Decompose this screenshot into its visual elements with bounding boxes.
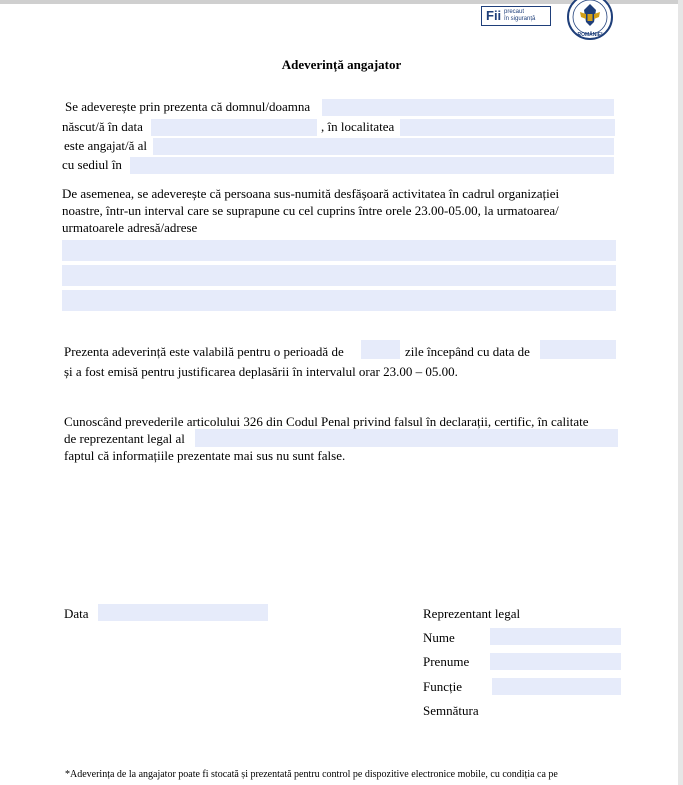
validity-label: Prezenta adeverință este valabilă pentru o perioadă de xyxy=(64,344,344,359)
start-date-label: zile începând cu data de xyxy=(405,344,530,359)
address-field-2[interactable] xyxy=(62,265,616,286)
name-label: Nume xyxy=(423,630,455,645)
activity-text-line2: noastre, într-un interval care se suprapune cu cel cuprins între orele 23.00-05.00, la urmatoarea/ xyxy=(62,203,559,218)
surname-field[interactable] xyxy=(490,653,621,670)
function-field[interactable] xyxy=(492,678,621,695)
birth-date-label: născut/ă în data xyxy=(62,119,143,134)
surname-label: Prenume xyxy=(423,654,470,669)
date-label: Data xyxy=(64,606,89,621)
fii-logo-line2: în siguranță xyxy=(504,16,536,22)
birth-place-field[interactable] xyxy=(400,119,615,136)
headquarters-field[interactable] xyxy=(130,157,614,174)
declaration-line1: Cunoscând prevederile articolului 326 din Codul Penal privind falsul în declarații, certific, în calitate xyxy=(64,414,589,429)
activity-text-line3: urmatoarele adresă/adrese xyxy=(62,220,198,235)
validity-days-field[interactable] xyxy=(361,340,400,359)
document-title: Adeverință angajator xyxy=(281,57,402,72)
seal-text: ROMÂNIEI xyxy=(577,32,603,38)
employee-name-field[interactable] xyxy=(322,99,614,116)
fii-precaut-logo xyxy=(481,6,551,26)
headquarters-label: cu sediul în xyxy=(62,157,122,172)
employee-name-label: Se adeverește prin prezenta că domnul/doamna xyxy=(65,99,311,114)
page-edge xyxy=(678,0,683,785)
declaration-line2: de reprezentant legal al xyxy=(64,431,185,446)
name-field[interactable] xyxy=(490,628,621,645)
legal-representative-title: Reprezentant legal xyxy=(423,606,521,621)
function-label: Funcție xyxy=(423,679,462,694)
start-date-field[interactable] xyxy=(540,340,616,359)
legal-entity-field[interactable] xyxy=(195,429,618,447)
fii-logo-tagline xyxy=(504,9,535,23)
employer-field[interactable] xyxy=(153,138,614,155)
government-seal-icon xyxy=(566,0,614,42)
validity-purpose-text: și a fost emisă pentru justificarea deplasării în intervalul orar 23.00 – 05.00. xyxy=(64,364,458,379)
declaration-line3: faptul că informațiile prezentate mai sus nu sunt false. xyxy=(64,448,346,463)
fii-logo-text: Fii xyxy=(486,8,502,23)
footnote: *Adeverința de la angajator poate fi stocată și prezentată pentru control pe dispozitive electronice mobile, cu condiția ca pe xyxy=(65,769,558,780)
signature-label: Semnătura xyxy=(423,703,479,718)
fii-logo-line1: precaut xyxy=(504,9,525,15)
birth-date-field[interactable] xyxy=(151,119,317,136)
activity-text-line1: De asemenea, se adeverește că persoana sus-numită desfășoară activitatea în cadrul organizației xyxy=(62,186,560,201)
address-field-3[interactable] xyxy=(62,290,616,311)
employer-label: este angajat/ă al xyxy=(64,138,148,153)
address-field-1[interactable] xyxy=(62,240,616,261)
birth-place-label: , în localitatea xyxy=(321,119,395,134)
date-field[interactable] xyxy=(98,604,268,621)
